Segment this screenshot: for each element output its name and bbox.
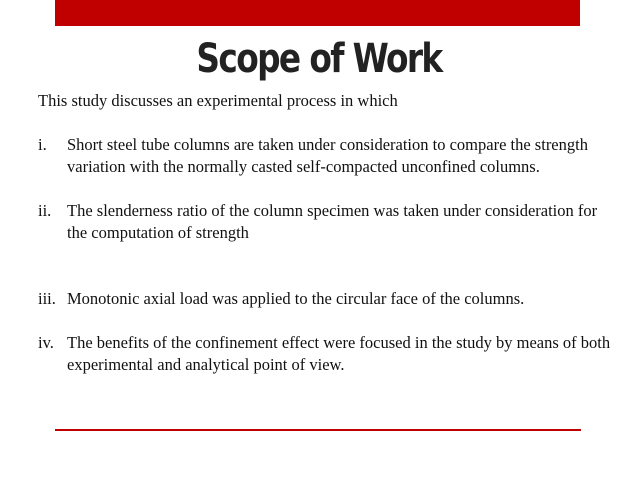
list-item-text: Monotonic axial load was applied to the circular face of the columns. — [67, 289, 525, 308]
list-item-text: Short steel tube columns are taken under consideration to compare the strength variation with the normally casted self-compacted unconfined columns. — [67, 135, 588, 176]
slide-title: Scope of Work — [196, 36, 442, 82]
list-item-number: i. — [38, 135, 47, 154]
list-item-number: iii. — [38, 289, 56, 308]
list-item-number: ii. — [38, 201, 52, 220]
list-item-text: The benefits of the confinement effect were focused in the study by means of both experimental and analytical point of view. — [67, 333, 611, 374]
bottom-divider — [55, 429, 581, 431]
top-accent-bar — [55, 0, 580, 26]
list-item-text: The slenderness ratio of the column specimen was taken under consideration for the computation of strength — [67, 201, 598, 242]
list-item-4 — [38, 332, 613, 376]
list-item-1 — [38, 134, 613, 178]
slide-body — [38, 90, 613, 376]
list-item-2 — [38, 200, 613, 244]
intro-text: This study discusses an experimental process in which — [38, 91, 398, 110]
list-item-number: iv. — [38, 333, 54, 352]
list-item-3 — [38, 288, 613, 310]
